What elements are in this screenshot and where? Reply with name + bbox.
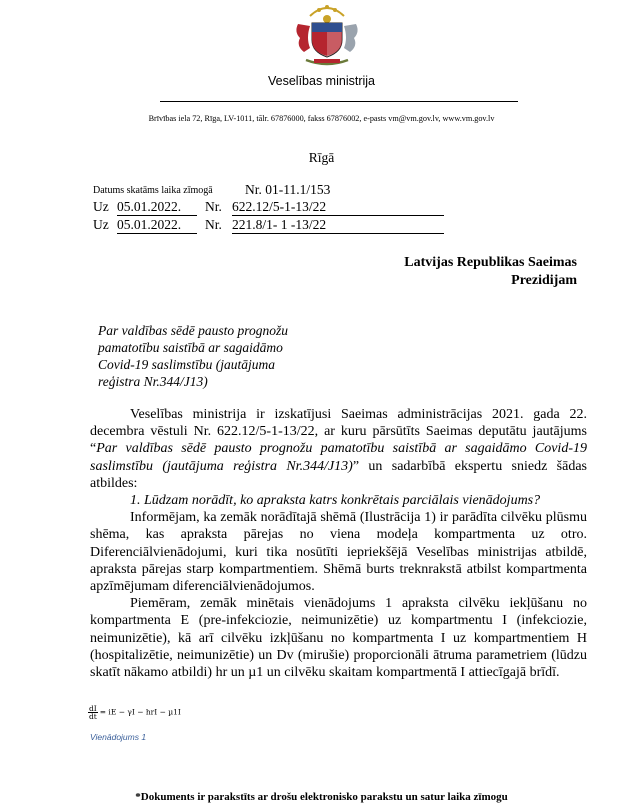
paragraph-intro: Veselības ministrija ir izskatījusi Saeimas administrācijas 2021. gada 22. decembra vēstuli Nr. 622.12/5-1-13/22, ar kuru pārsūtīts Saeimas deputātu jautājums “Par valdības sēdē pausto prognožu pamatotību saistībā ar sagaidāmo Covid-19 saslimstību (jautājuma reģistra Nr.344/J13)” un sadarbībā ekspertu sniedz šādas atbildes: xyxy=(90,407,587,491)
ref-row-2-nr: Nr. xyxy=(205,217,222,232)
ref-row-1-number: 622.12/5-1-13/22 xyxy=(232,199,444,216)
outgoing-number: Nr. 01-11.1/153 xyxy=(245,182,331,197)
letter-body xyxy=(90,406,587,681)
letter-subject: Par valdības sēdē pausto prognožu pamatotību saistībā ar sagaidāmo Covid-19 saslimstību (jautājuma reģistra Nr.344/J13) xyxy=(98,323,288,389)
ref-row-1-date: 05.01.2022. xyxy=(117,199,197,216)
date-label: Datums skatāms laika zīmogā xyxy=(93,185,213,196)
header-divider xyxy=(160,101,518,102)
equation-1 xyxy=(88,705,181,720)
ministry-name: Veselības ministrija xyxy=(268,74,375,88)
paragraph-scheme: Informējam, ka zemāk norādītajā shēmā (Ilustrācija 1) ir parādīta cilvēku plūsmu shēma, kas apraksta pārejas no viena modeļa kompartmenta uz otro. Diferenciālvienādojumi, kuri tika nosūtīti iepriekšējā Veselības ministrijas atbildē, apraksta pārejas starp kompartmentiem. Shēmā burts treknrakstā atbilst kompartmenta apzīmējumam diferenciālvienādojumos. xyxy=(90,510,587,595)
paragraph-example: Piemēram, zemāk minētais vienādojums 1 apraksta cilvēku iekļūšanu no kompartmenta E (pre-infekciozie, neimunizētie) uz kompartmentu I (infekciozie, neimunizētie), kā arī cilvēku izkļūšanu no kompartmenta I uz kompartmentiem H (hospitalizētie, neimunizētie) un Dv (mirušie) proporcionāli ātruma parametriem (lūdzu skatīt nākamo atbildi) hr un µ1 un cilvēku skaitam kompartmentā I attiecīgajā brīdī. xyxy=(90,596,587,681)
addressee-line-2: Prezidijam xyxy=(511,273,577,288)
ref-row-1-nr: Nr. xyxy=(205,199,222,214)
coat-of-arms-logo xyxy=(292,2,362,68)
question-1: 1. Lūdzam norādīt, ko apraksta katrs konkrētais parciālais vienādojums? xyxy=(130,493,541,509)
equation-rhs: = iE − γI − hrI − µ1I xyxy=(99,707,181,717)
signature-footnote: *Dokuments ir parakstīts ar drošu elektronisko parakstu un satur laika zīmogu xyxy=(135,791,508,803)
contact-line: Brīvības iela 72, Rīga, LV-1011, tālr. 67876000, fakss 67876002, e-pasts vm@vm.gov.lv, www.vm.gov.lv xyxy=(148,114,495,123)
ref-row-2-uz: Uz xyxy=(93,217,109,232)
ref-row-2-date: 05.01.2022. xyxy=(117,217,197,234)
addressee-line-1: Latvijas Republikas Saeimas xyxy=(404,255,577,270)
equation-fraction: $\frac{dI}{dt}$ xyxy=(88,704,97,721)
equation-caption: Vienādojums 1 xyxy=(90,732,147,742)
city-name: Rīgā xyxy=(308,150,335,165)
ref-row-2-number: 221.8/1- 1 -13/22 xyxy=(232,217,444,234)
ref-row-1-uz: Uz xyxy=(93,199,109,214)
